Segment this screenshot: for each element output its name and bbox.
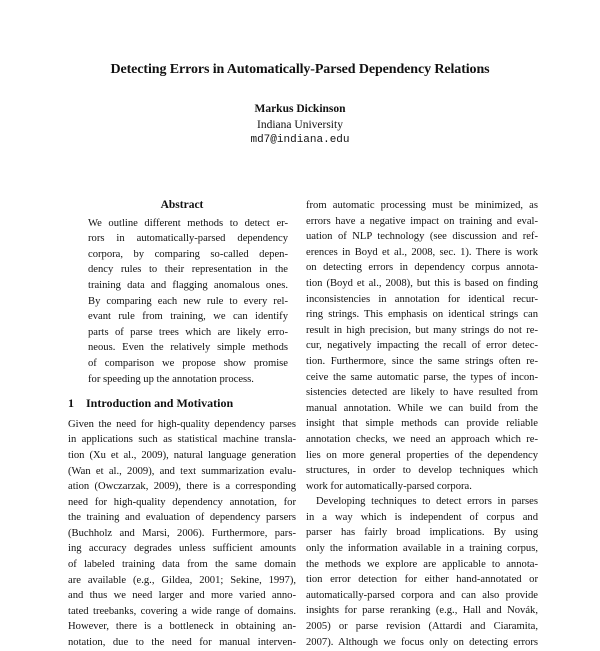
text-line: Developing techniques to detect errors in parses bbox=[316, 496, 538, 508]
abstract-heading: Abstract bbox=[160, 199, 204, 211]
text-line: need for high-quality dependency annotation, for bbox=[68, 496, 296, 508]
text-line: erences in Boyd et al., 2008, sec. 1). There is work bbox=[306, 246, 538, 258]
text-line: the methods we explore are applicable to annota- bbox=[306, 558, 538, 570]
text-line: work for automatically-parsed corpora. bbox=[306, 480, 472, 492]
intro-left-text bbox=[68, 417, 296, 651]
text-line: manual annotation. While we can build from the bbox=[306, 402, 538, 414]
text-line: (Buchholz and Marsi, 2006). Furthermore, pars- bbox=[68, 527, 296, 539]
text-line: lies on more general properties of the dependency bbox=[306, 449, 538, 461]
section-heading bbox=[68, 396, 296, 412]
text-line: tated treebanks, covering a wide range of domains. bbox=[68, 605, 296, 617]
text-line: tion error detection for either hand-annotated or bbox=[306, 574, 538, 586]
text-line: and thus we need larger and more varied anno- bbox=[68, 590, 296, 602]
text-line: in a way which is independent of corpus and bbox=[306, 511, 538, 523]
text-line: the training and evaluation of dependency parsers bbox=[68, 512, 296, 524]
text-line: tion (Boyd et al., 2008), but this is based on finding bbox=[306, 277, 538, 289]
text-line: insight that simple methods can provide reliable bbox=[306, 418, 538, 430]
text-line: Given the need for high-quality dependency parses bbox=[68, 418, 296, 430]
section-number: 1 bbox=[68, 396, 74, 411]
author-affiliation: Indiana University bbox=[257, 119, 343, 131]
text-line: only the information available in a training corpus, bbox=[306, 543, 538, 555]
text-line: errors have a negative impact on training and eval- bbox=[306, 215, 538, 227]
section-title: Introduction and Motivation bbox=[86, 396, 234, 411]
text-line: uation of NLP technology (see discussion and ref- bbox=[306, 231, 538, 243]
right-column bbox=[306, 198, 538, 650]
text-line: neous. Even the relatively simple methods bbox=[88, 342, 288, 354]
text-line: training data and flagging anomalous ones. bbox=[88, 279, 288, 291]
text-line: notation, due to the need for manual interven- bbox=[68, 637, 296, 649]
text-line: from automatic processing must be minimized, as bbox=[306, 200, 538, 211]
text-line: corpora, by comparing so-called depen- bbox=[88, 248, 288, 260]
text-line: ing accuracy degrades unless sufficient amounts bbox=[68, 543, 296, 555]
intro-right-paragraph-1 bbox=[306, 198, 538, 494]
text-line: annotation checks, we need an approach which re- bbox=[306, 433, 538, 445]
text-line: inconsistencies in annotation for identical recur- bbox=[306, 293, 538, 305]
text-line: are available (e.g., Gildea, 2001; Sekine, 1997), bbox=[68, 574, 296, 586]
text-line: (Wan et al., 2009), and text summarization evalu- bbox=[68, 465, 296, 477]
text-line: of labeled training data from the same domain bbox=[68, 559, 296, 571]
text-line: structures, in order to develop techniques which bbox=[306, 465, 538, 477]
text-line: in applications such as statistical machine transla- bbox=[68, 434, 296, 446]
text-line: insights for parse reranking (e.g., Hall and Novák, bbox=[306, 605, 538, 617]
text-line: result in high precision, but many strings do not re- bbox=[306, 324, 538, 336]
text-line: ceive the same automatic parse, the types of incon- bbox=[306, 371, 538, 383]
text-line: on detecting errors in dependency corpus annota- bbox=[306, 262, 538, 274]
text-line: By comparing each new rule to every rel- bbox=[88, 295, 288, 307]
text-line: automatically-parsed corpora and can also provide bbox=[306, 589, 538, 601]
text-line: for speeding up the annotation process. bbox=[88, 373, 254, 385]
text-line: 2005) or parse revision (Attardi and Ciaramita, bbox=[306, 621, 538, 633]
text-line: of comparison we propose show promise bbox=[88, 357, 288, 369]
left-column bbox=[68, 198, 296, 651]
text-line: parser has fairly broad implications. By using bbox=[306, 527, 538, 539]
text-line: tion (Xu et al., 2009), natural language generation bbox=[68, 449, 296, 461]
text-line: We outline different methods to detect er- bbox=[88, 217, 288, 229]
text-line: evant rule from training, we can identify bbox=[88, 311, 288, 323]
paper-title: Detecting Errors in Automatically-Parsed Dependency Relations bbox=[110, 62, 490, 77]
text-line: ring strings. This emphasis on identical strings can bbox=[306, 309, 538, 321]
abstract-body bbox=[88, 216, 288, 388]
author-name: Markus Dickinson bbox=[254, 103, 346, 115]
text-line: tion. Furthermore, since the same strings often re- bbox=[306, 355, 538, 367]
text-line: dency rules to their representation in the bbox=[88, 264, 288, 276]
text-line: cur, negatively impacting the recall of error detec- bbox=[306, 340, 538, 352]
text-line: parts of parse trees which are likely erro- bbox=[88, 326, 288, 338]
text-line: ation (Owczarzak, 2009), there is a corresponding bbox=[68, 481, 296, 493]
intro-right-paragraph-2 bbox=[306, 494, 538, 650]
author-email: md7@indiana.edu bbox=[250, 134, 350, 146]
text-line: rors in automatically-parsed dependency bbox=[88, 233, 288, 245]
text-line: 2007). Although we focus only on detecting errors bbox=[306, 636, 538, 648]
text-line: However, there is a bottleneck in obtaining an- bbox=[68, 621, 296, 633]
text-line: sistencies detected are likely to have resulted from bbox=[306, 387, 538, 399]
